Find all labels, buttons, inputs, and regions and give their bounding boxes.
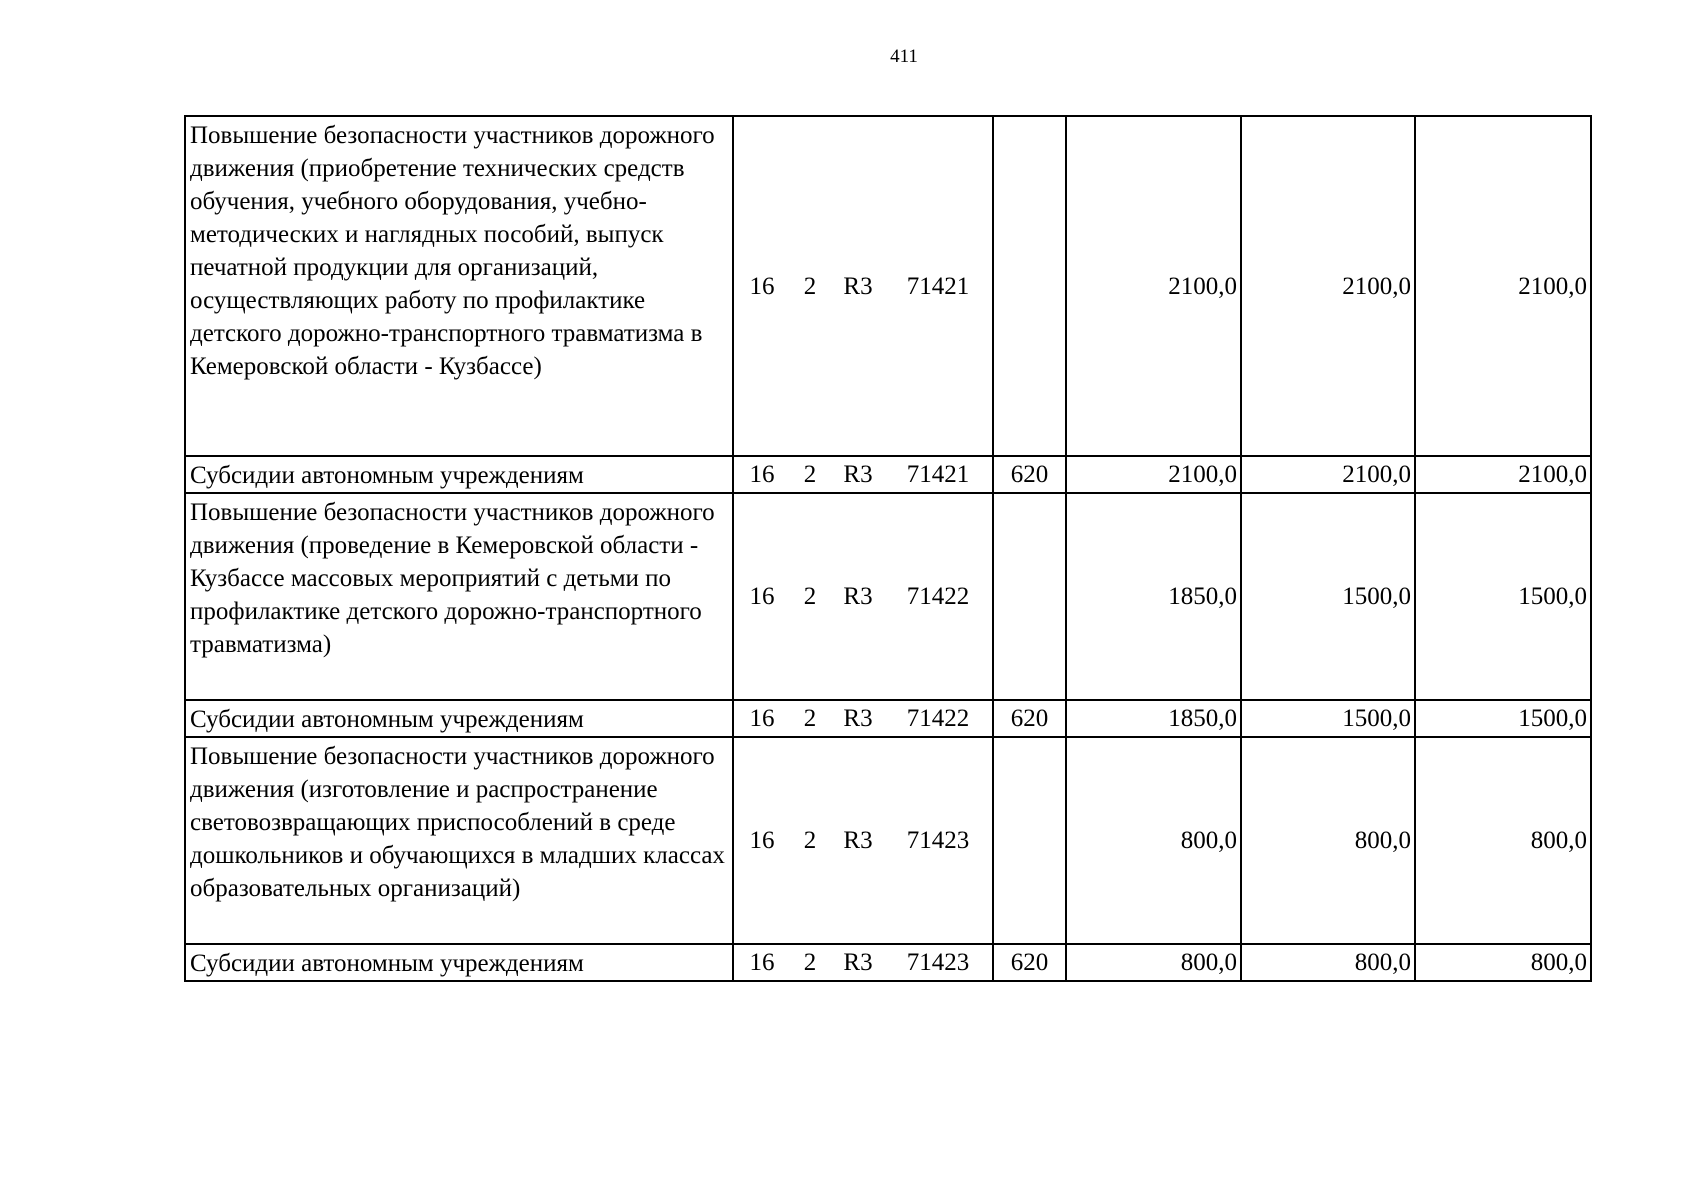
row-codes — [733, 116, 993, 456]
amount-3: 2100,0 — [1415, 116, 1591, 456]
program-code: 16 — [749, 949, 775, 976]
row-codes — [733, 456, 993, 493]
page-number: 411 — [890, 46, 918, 67]
table-row — [185, 737, 1591, 944]
amount-2: 2100,0 — [1241, 116, 1415, 456]
amount-1: 800,0 — [1066, 944, 1241, 981]
subprogram-code: 2 — [803, 705, 817, 732]
project-code: R3 — [843, 461, 873, 488]
row-name: Субсидии автономным учреждениям — [185, 700, 733, 737]
project-code: R3 — [843, 705, 873, 732]
row-codes — [733, 493, 993, 700]
project-code: R3 — [843, 583, 873, 610]
direction-code: 71423 — [906, 827, 970, 854]
project-code: R3 — [843, 272, 873, 300]
table-row — [185, 456, 1591, 493]
amount-3: 1500,0 — [1415, 493, 1591, 700]
direction-code: 71422 — [906, 583, 970, 610]
subprogram-code: 2 — [803, 949, 817, 976]
amount-2: 1500,0 — [1241, 700, 1415, 737]
subprogram-code: 2 — [803, 583, 817, 610]
table-row — [185, 493, 1591, 700]
project-code: R3 — [843, 827, 873, 854]
direction-code: 71422 — [906, 705, 970, 732]
program-code: 16 — [749, 461, 775, 488]
program-code: 16 — [749, 272, 775, 300]
row-name: Субсидии автономным учреждениям — [185, 944, 733, 981]
amount-3: 2100,0 — [1415, 456, 1591, 493]
expense-type-code: 620 — [993, 700, 1066, 737]
amount-2: 800,0 — [1241, 737, 1415, 944]
expense-type-code — [993, 737, 1066, 944]
program-code: 16 — [749, 705, 775, 732]
amount-2: 1500,0 — [1241, 493, 1415, 700]
row-name: Субсидии автономным учреждениям — [185, 456, 733, 493]
amount-1: 800,0 — [1066, 737, 1241, 944]
amount-1: 2100,0 — [1066, 456, 1241, 493]
table-row — [185, 944, 1591, 981]
expense-type-code: 620 — [993, 944, 1066, 981]
project-code: R3 — [843, 949, 873, 976]
amount-3: 1500,0 — [1415, 700, 1591, 737]
subprogram-code: 2 — [803, 461, 817, 488]
subprogram-code: 2 — [803, 272, 817, 300]
subprogram-code: 2 — [803, 827, 817, 854]
row-codes — [733, 700, 993, 737]
program-code: 16 — [749, 827, 775, 854]
row-name: Повышение безопасности участников дорожного движения (изготовление и распространение световозвращающих приспособлений в среде дошкольников и обучающихся в младших классах образовательных организаций) — [185, 737, 733, 944]
direction-code: 71423 — [906, 949, 970, 976]
amount-3: 800,0 — [1415, 737, 1591, 944]
direction-code: 71421 — [906, 461, 970, 488]
table-row — [185, 116, 1591, 456]
row-name: Повышение безопасности участников дорожного движения (проведение в Кемеровской области - Кузбассе массовых мероприятий с детьми по профилактике детского дорожно-транспортного травматизма) — [185, 493, 733, 700]
amount-2: 2100,0 — [1241, 456, 1415, 493]
direction-code: 71421 — [906, 272, 970, 300]
amount-2: 800,0 — [1241, 944, 1415, 981]
expense-type-code — [993, 116, 1066, 456]
expense-type-code — [993, 493, 1066, 700]
program-code: 16 — [749, 583, 775, 610]
row-codes — [733, 944, 993, 981]
row-name: Повышение безопасности участников дорожного движения (приобретение технических средств обучения, учебного оборудования, учебно-методических и наглядных пособий, выпуск печатной продукции для организаций, осуществляющих работу по профилактике детского дорожно-транспортного травматизма в Кемеровской области - Кузбассе) — [185, 116, 733, 456]
amount-1: 2100,0 — [1066, 116, 1241, 456]
row-codes — [733, 737, 993, 944]
table-row — [185, 700, 1591, 737]
expense-type-code: 620 — [993, 456, 1066, 493]
amount-1: 1850,0 — [1066, 493, 1241, 700]
amount-3: 800,0 — [1415, 944, 1591, 981]
budget-table — [184, 115, 1592, 982]
amount-1: 1850,0 — [1066, 700, 1241, 737]
